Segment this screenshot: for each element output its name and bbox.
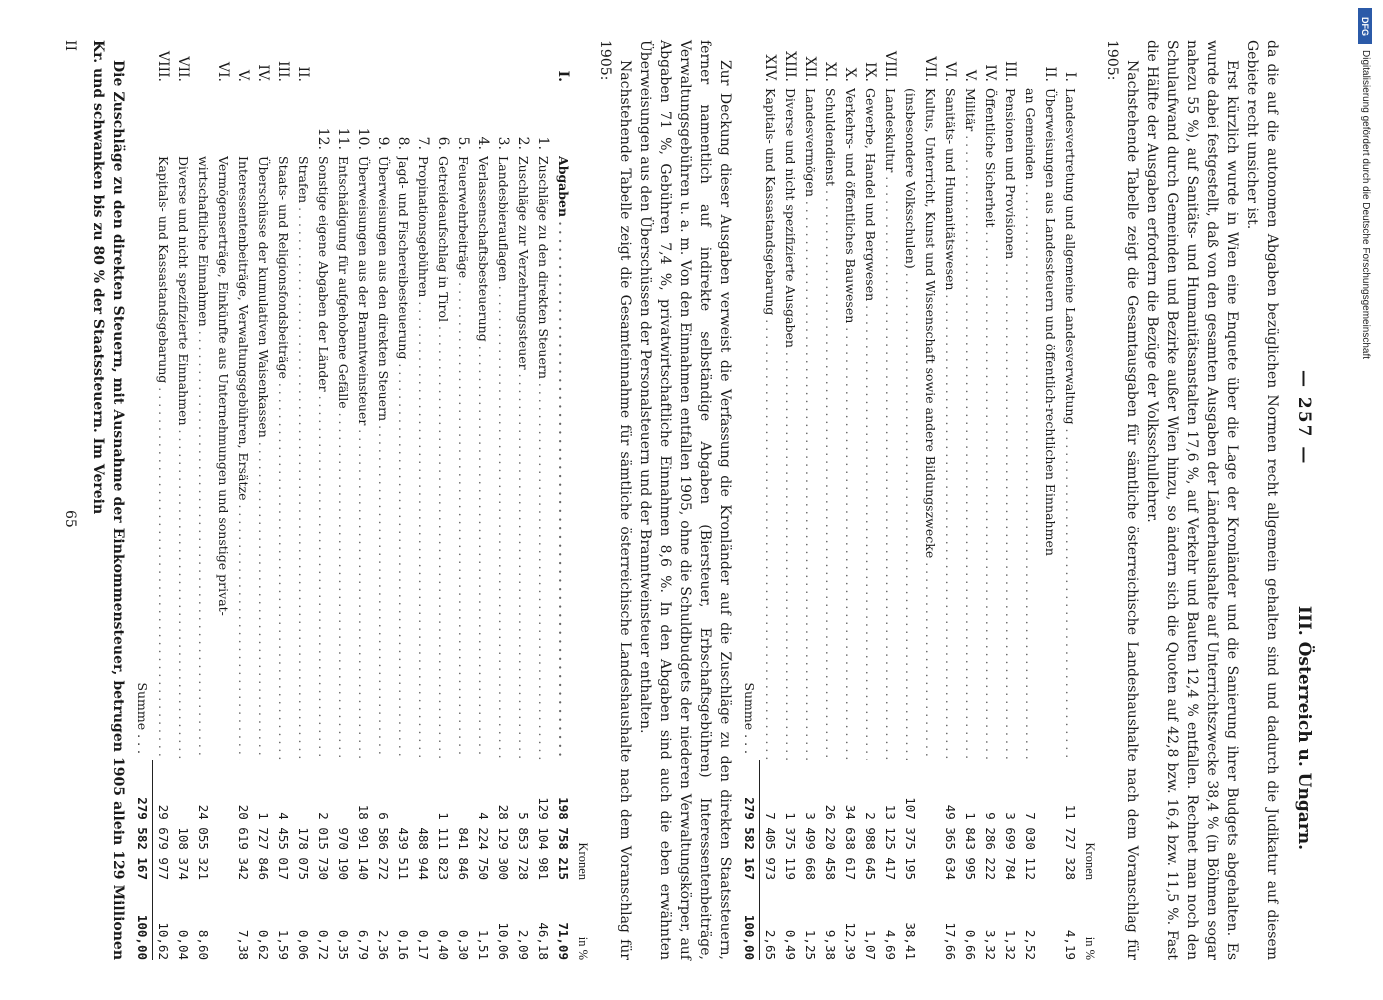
- paragraph-2: Erst kürzlich wurde in Wien eine Enquete über die Lage der Kronländer und die Sanierung ihrer Budgets abgehalten. Es wurde dabei festgestellt, daß von den gesamten Ausgaben der Länderhaushalte auf Unterrichtszwecke 38,4 % (in Böhmen sogar nahezu 55 %), auf Sanitäts- und Humanitätsanstalten 17,6 %, auf Verkehr und Bauten 12,4 % entfallen. Rechnet man noch den Schulaufwand durch Gemeinden und Bezirke außer Wien hinzu, so ändern sich die Quoten auf 42,8 bzw. 16,4 bzw. 11,5 %. Fast die Hälfte der Ausgaben erfordern die Bezüge der Volksschullehrer.: [1144, 40, 1240, 960]
- row-percent: 0,35: [336, 929, 351, 960]
- row-percent: 0,04: [176, 929, 191, 960]
- row-percent: 1,59: [276, 929, 291, 960]
- row-amount: 28 129 300: [496, 804, 511, 880]
- row-percent: 1,51: [476, 929, 491, 960]
- row-label: Feuerwehrbeiträge . . .: [453, 156, 473, 760]
- table-row: [760, 40, 780, 960]
- table-row: [213, 40, 233, 960]
- row-amount: 13 125 417: [883, 804, 898, 880]
- row-amount: 7 030 112: [1023, 812, 1038, 880]
- table-row: [820, 40, 840, 960]
- row-label: (insbesondere Volksschulen) . . .: [900, 88, 920, 760]
- table-row: [493, 40, 513, 960]
- row-percent: 1,32: [1003, 929, 1018, 960]
- row-amount: 26 220 458: [823, 804, 838, 880]
- row-label: Zuschläge zur Verzehrungssteuer . . .: [513, 156, 533, 760]
- table-row: [1020, 40, 1040, 960]
- percent-header: in %: [1083, 936, 1097, 960]
- row-amount: 178 075: [296, 827, 311, 880]
- row-subnumber: 12.: [315, 127, 331, 150]
- row-number: XIV.: [762, 54, 778, 82]
- row-subnumber: 6.: [435, 136, 451, 150]
- row-amount: 49 365 634: [943, 804, 958, 880]
- table-row: [1040, 40, 1060, 960]
- row-label: Vermögenserträge, Einkünfte aus Unternehmungen und sonstige privat-: [216, 156, 231, 616]
- row-percent: 71,09: [556, 922, 571, 960]
- table-row: [153, 40, 173, 960]
- table-row: [193, 40, 213, 960]
- row-amount: 3 499 668: [803, 812, 818, 880]
- row-percent: 0,06: [296, 929, 311, 960]
- table-row: [860, 40, 880, 960]
- table-row: [553, 40, 573, 960]
- table-row: [473, 40, 493, 960]
- row-label: an Gemeinden . . .: [1020, 88, 1040, 760]
- row-percent: 12,39: [843, 922, 858, 960]
- table-row: [780, 40, 800, 960]
- table-row: [293, 40, 313, 960]
- row-label: Kultus, Unterricht, Kunst und Wissenschaft sowie andere Bildungszwecke . . .: [920, 88, 940, 760]
- row-number: VIII.: [155, 50, 171, 82]
- row-subnumber: 2.: [515, 136, 531, 150]
- row-subnumber: 1.: [535, 136, 551, 150]
- sum-label: Summe . . .: [135, 682, 150, 754]
- sum-amount: 279 582 167: [739, 760, 760, 880]
- row-amount: 488 944: [416, 827, 431, 880]
- rotated-page: [62, 0, 1330, 1000]
- row-label: Staats- und Religionsfondsbeiträge . . .: [273, 156, 293, 760]
- row-percent: 10,06: [496, 922, 511, 960]
- row-label: Öffentliche Sicherheit . . .: [980, 88, 1000, 760]
- row-amount: 6 586 272: [376, 812, 391, 880]
- row-label: Überweisungen aus der Branntweinsteuer . . .: [353, 156, 373, 760]
- table-row: [940, 40, 960, 960]
- table-row: [373, 40, 393, 960]
- amount-header: Kronen: [576, 842, 590, 880]
- row-amount: 439 511: [396, 827, 411, 880]
- table-row: [253, 40, 273, 960]
- amount-header: Kronen: [1083, 842, 1097, 880]
- row-number: IV.: [255, 64, 271, 82]
- row-amount: 1 111 823: [436, 812, 451, 880]
- table-row: [393, 40, 413, 960]
- row-amount: 29 679 977: [156, 804, 171, 880]
- row-number: IV.: [982, 64, 998, 82]
- row-number: XIII.: [782, 50, 798, 82]
- table-row: [413, 40, 433, 960]
- expenditure-table: [739, 40, 1100, 960]
- row-percent: 2,09: [516, 929, 531, 960]
- row-amount: 5 853 728: [516, 812, 531, 880]
- row-percent: 4,69: [883, 929, 898, 960]
- row-subnumber: 9.: [375, 136, 391, 150]
- table-row: [960, 40, 980, 960]
- paragraph-6: Die Zuschläge zu den direkten Steuern, mit Ausnahme der Einkommensteuer, betrugen 1905 allein 129 Millionen Kr. und schwanken bis zu 80 % der Staatssteuern. Im Verein: [90, 40, 126, 960]
- row-number: VII.: [175, 56, 191, 82]
- row-amount: 129 104 981: [536, 797, 551, 880]
- sum-row: [132, 40, 153, 960]
- row-label: Landesvermögen . . .: [800, 88, 820, 760]
- row-number: V.: [962, 69, 978, 82]
- row-number: XII.: [802, 56, 818, 82]
- row-label: Diverse und nicht spezifizierte Ausgaben . . .: [780, 88, 800, 760]
- sum-percent: 100,00: [739, 880, 760, 960]
- row-percent: 9,38: [823, 929, 838, 960]
- row-subnumber: 7.: [415, 136, 431, 150]
- row-label: Gewerbe, Handel und Bergwesen . . .: [860, 88, 880, 760]
- row-label: Kapitals- und Kassastandsgebarung . . .: [153, 156, 173, 760]
- table-header: [573, 40, 593, 960]
- row-label: Überweisungen aus den direkten Steuern . . .: [373, 156, 393, 760]
- sum-label: Summe . . .: [742, 682, 757, 754]
- row-amount: 841 846: [456, 827, 471, 880]
- row-subnumber: 4.: [475, 136, 491, 150]
- row-label: Landeskultur . . .: [880, 88, 900, 760]
- row-percent: 3,32: [983, 929, 998, 960]
- row-subnumber: 5.: [455, 136, 471, 150]
- row-percent: 17,66: [943, 922, 958, 960]
- row-number: IX.: [862, 62, 878, 82]
- row-label: Landesvertretung und allgemeine Landesverwaltung . . .: [1060, 88, 1080, 760]
- table-row: [533, 40, 553, 960]
- signature-mark: II: [62, 40, 78, 52]
- row-label: Verlassenschaftsbesteuerung . . .: [473, 156, 493, 760]
- row-number: I.: [1062, 72, 1078, 82]
- row-number: VIII.: [882, 50, 898, 82]
- row-amount: 20 619 342: [236, 804, 251, 880]
- row-subnumber: 8.: [395, 136, 411, 150]
- row-percent: 2,36: [376, 929, 391, 960]
- running-header: [1282, 40, 1322, 960]
- row-percent: 4,19: [1063, 929, 1078, 960]
- row-number: II.: [295, 66, 311, 82]
- row-number: I.: [555, 70, 571, 82]
- table-row: [840, 40, 860, 960]
- table-row: [980, 40, 1000, 960]
- page-number: — 257 —: [1294, 370, 1314, 466]
- row-label: Propinationsgebühren . . .: [413, 156, 433, 760]
- paragraph-4: Zur Deckung dieser Ausgaben verweist die Verfassung die Kronländer auf die Zuschläge zu den direkten Staatssteuern, ferner namentlich auf indirekte selbständige Abgaben (Biersteuer, Erbschaftsgebühren) Interessentenbeiträge, Verwaltungsgebühren u. a. m. Von den Einnahmen entfallen 1905, ohne die Schuldbudgets der niederen Verwaltungskörper, auf Abgaben 71 %, Gebühren 7,4 %, privatwirtschaftliche Einnahmen 8,6 %. In den Abgaben sind auch die eben erwähnten Überweisungen aus den Überschüssen der Personalsteuern und der Branntweinsteuer enthalten.: [637, 40, 733, 960]
- row-label: Verkehrs- und öffentliches Bauwesen . . .: [840, 88, 860, 760]
- row-amount: 7 405 973: [763, 812, 778, 880]
- paragraph-3: Nachstehende Tabelle zeigt die Gesamtausgaben für sämtliche österreichische Landeshaushalte nach dem Voranschlag für 1905:: [1104, 40, 1140, 960]
- row-subnumber: 3.: [495, 136, 511, 150]
- row-amount: 34 638 617: [843, 804, 858, 880]
- folio-number: 65: [62, 510, 78, 528]
- row-number: III.: [1002, 60, 1018, 82]
- row-amount: 3 699 784: [1003, 812, 1018, 880]
- table-row: [353, 40, 373, 960]
- table-row: [880, 40, 900, 960]
- row-number: II.: [1042, 66, 1058, 82]
- row-percent: 2,65: [763, 929, 778, 960]
- table-row: [313, 40, 333, 960]
- row-amount: 2 015 730: [316, 812, 331, 880]
- row-percent: 0,66: [963, 929, 978, 960]
- table-row: [453, 40, 473, 960]
- row-percent: 0,62: [256, 929, 271, 960]
- row-amount: 108 374: [176, 827, 191, 880]
- dfg-logo: DFG: [1358, 8, 1372, 44]
- row-percent: 38,41: [903, 922, 918, 960]
- row-label: Überschüsse der kumulativen Waisenkassen . . .: [253, 156, 273, 760]
- table-header: [1080, 40, 1100, 960]
- running-title: III. Österreich u. Ungarn.: [1294, 605, 1314, 850]
- table-row: [233, 40, 253, 960]
- row-label: Abgaben . . .: [553, 156, 573, 760]
- row-amount: 4 224 750: [476, 812, 491, 880]
- row-label: Militär . . .: [960, 88, 980, 760]
- row-label: Getreideaufschlag in Tirol . . .: [433, 156, 453, 760]
- dfg-margin-note: [1358, 8, 1372, 998]
- row-label: Jagd- und Fischereibesteuerung . . .: [393, 156, 413, 760]
- row-subnumber: 10.: [355, 127, 371, 150]
- table-row: [920, 40, 940, 960]
- table-row: [800, 40, 820, 960]
- row-label: Zuschläge zu den direkten Steuern . . .: [533, 156, 553, 760]
- table-row: [173, 40, 193, 960]
- row-percent: 2,52: [1023, 929, 1038, 960]
- row-number: V.: [235, 69, 251, 82]
- table-row: [513, 40, 533, 960]
- row-label: Diverse und nicht spezifizierte Einnahmen . . .: [173, 156, 193, 760]
- row-label: Überweisungen aus Landessteuern und öffentlich-rechtlichen Einnahmen: [1043, 88, 1058, 556]
- page-footer: [50, 40, 80, 960]
- sum-row: [739, 40, 760, 960]
- row-percent: 6,79: [356, 929, 371, 960]
- row-percent: 7,38: [236, 929, 251, 960]
- row-number: X.: [842, 67, 858, 82]
- row-amount: 2 988 645: [863, 812, 878, 880]
- sum-amount: 279 582 167: [132, 760, 153, 880]
- row-amount: 11 727 328: [1063, 804, 1078, 880]
- table-row: [273, 40, 293, 960]
- revenue-table: [132, 40, 593, 960]
- row-number: III.: [275, 60, 291, 82]
- row-percent: 8,60: [196, 929, 211, 960]
- row-amount: 4 455 017: [276, 812, 291, 880]
- row-amount: 1 375 119: [783, 812, 798, 880]
- row-number: VI.: [942, 61, 958, 82]
- row-subnumber: 11.: [335, 127, 351, 150]
- row-label: Sanitäts- und Humanitätswesen . . .: [940, 88, 960, 760]
- table-row: [1060, 40, 1080, 960]
- row-label: Pensionen und Provisionen . . .: [1000, 88, 1020, 760]
- row-number: XI.: [822, 62, 838, 82]
- row-label: Sonstige eigene Abgaben der Länder . . .: [313, 156, 333, 760]
- row-amount: 198 758 215: [556, 797, 571, 880]
- row-label: wirtschaftliche Einnahmen . . .: [193, 156, 213, 760]
- row-percent: 46,18: [536, 922, 551, 960]
- dfg-funding-note: Digitalisierung gefördert durch die Deutsche Forschungsgemeinschaft: [1360, 50, 1371, 360]
- row-label: Kapitals- und Kassastandsgebarung . . .: [760, 88, 780, 760]
- row-percent: 0,49: [783, 929, 798, 960]
- row-label: Strafen . . .: [293, 156, 313, 760]
- row-label: Landesbierauflagen . . .: [493, 156, 513, 760]
- row-percent: 0,30: [456, 929, 471, 960]
- table-row: [333, 40, 353, 960]
- row-amount: 107 375 195: [903, 797, 918, 880]
- table-row: [433, 40, 453, 960]
- sum-percent: 100,00: [132, 880, 153, 960]
- row-percent: 1,25: [803, 929, 818, 960]
- paragraph-1: da die auf die autonomen Abgaben bezüglichen Normen recht allgemein gehalten sind und dadurch die Judikatur auf diesem Gebiete recht unsicher ist.: [1244, 40, 1280, 960]
- row-label: Entschädigung für aufgehobene Gefälle . . .: [333, 156, 353, 760]
- row-label: Interessentenbeiträge, Verwaltungsgebühren, Ersätze . . .: [233, 156, 253, 760]
- table-row: [1000, 40, 1020, 960]
- row-percent: 10,62: [156, 922, 171, 960]
- row-percent: 0,16: [396, 929, 411, 960]
- row-amount: 970 190: [336, 827, 351, 880]
- row-amount: 18 991 140: [356, 804, 371, 880]
- row-percent: 1,07: [863, 929, 878, 960]
- row-percent: 0,40: [436, 929, 451, 960]
- row-percent: 0,17: [416, 929, 431, 960]
- row-amount: 1 843 995: [963, 812, 978, 880]
- row-number: VI.: [215, 61, 231, 82]
- row-label: Schuldendienst . . .: [820, 88, 840, 760]
- percent-header: in %: [576, 936, 590, 960]
- row-percent: 0,72: [316, 929, 331, 960]
- row-number: VII.: [922, 56, 938, 82]
- row-amount: 9 286 222: [983, 812, 998, 880]
- table-row: [900, 40, 920, 960]
- paragraph-5: Nachstehende Tabelle zeigt die Gesamteinnahme für sämtliche österreichische Landeshaushalte nach dem Voranschlag für 1905:: [597, 40, 633, 960]
- row-amount: 24 055 321: [196, 804, 211, 880]
- row-amount: 1 727 846: [256, 812, 271, 880]
